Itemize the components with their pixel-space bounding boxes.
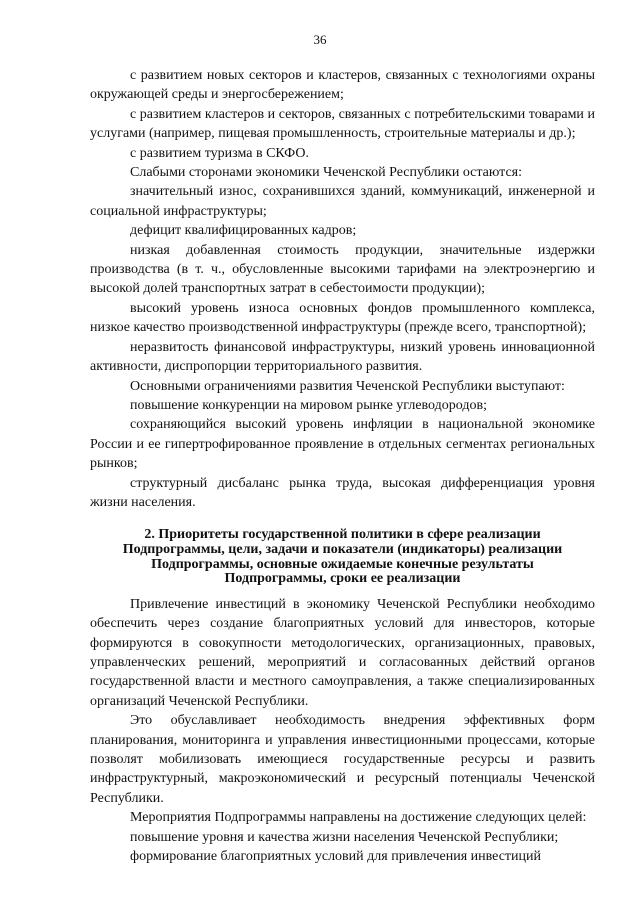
section-heading-line: 2. Приоритеты государственной политики в сфере реализации xyxy=(144,527,541,543)
section-heading-line: Подпрограммы, цели, задачи и показатели (индикаторы) реализации xyxy=(122,541,563,557)
section-heading-line: Подпрограммы, сроки ее реализации xyxy=(224,571,461,587)
paragraph: с развитием кластеров и секторов, связанных с потребительскими товарами и услугами (например, пищевая промышленность, строительные материалы и др.); xyxy=(90,106,595,142)
document-body xyxy=(90,66,595,866)
paragraph: повышение уровня и качества жизни населения Чеченской Республики; xyxy=(130,829,559,845)
paragraph: неразвитость финансовой инфраструктуры, низкий уровень инновационной активности, диспропорции территориального развития. xyxy=(90,339,595,375)
paragraph: структурный дисбаланс рынка труда, высокая дифференциация уровня жизни населения. xyxy=(90,475,595,510)
paragraph: повышение конкуренции на мировом рынке углеводородов; xyxy=(130,397,487,413)
paragraph: низкая добавленная стоимость продукции, значительные издержки производства (в т. ч., обусловленные высокими тарифами на электроэнергию и высокой долей транспортных затрат в себестоимости продукции); xyxy=(90,242,595,297)
paragraph: высокий уровень износа основных фондов промышленного комплекса, низкое качество производственной инфраструктуры (прежде всего, транспортной); xyxy=(90,300,595,336)
paragraph: с развитием новых секторов и кластеров, связанных с технологиями охраны окружающей среды и энергосбережением; xyxy=(90,68,595,103)
paragraph: Слабыми сторонами экономики Чеченской Республики остаются: xyxy=(130,165,523,181)
page-number: 36 xyxy=(313,32,327,47)
paragraph: Это обуславливает необходимость внедрения эффективных форм планирования, мониторинга и управления инвестиционными процессами, которые позволят мобилизовать имеющиеся государственные ресурсы и развить инфраструктурный, макроэкономический и ресурсный потенциалы Чеченской Республики. xyxy=(90,713,595,806)
section-heading-line: Подпрограммы, основные ожидаемые конечные результаты xyxy=(151,556,534,572)
paragraph: значительный износ, сохранившихся зданий, коммуникаций, инженерной и социальной инфраструктуры; xyxy=(90,184,595,219)
section-heading xyxy=(90,528,595,586)
paragraph: Мероприятия Подпрограммы направлены на достижение следующих целей: xyxy=(130,810,587,826)
paragraph: дефицит квалифицированных кадров; xyxy=(130,223,357,239)
paragraph: Основными ограничениями развития Чеченской Республики выступают: xyxy=(130,378,565,394)
paragraph: сохраняющийся высокий уровень инфляции в национальной экономике России и ее гипертрофированное проявление в отдельных сегментах региональных рынков; xyxy=(90,417,595,472)
paragraph: с развитием туризма в СКФО. xyxy=(130,145,309,161)
paragraph: формирование благоприятных условий для привлечения инвестиций xyxy=(130,849,542,864)
paragraph: Привлечение инвестиций в экономику Чеченской Республики необходимо обеспечить через создание благоприятных условий для инвесторов, которые формируются в совокупности методологических, организационных, правовых, управленческих решений, мероприятий и согласованных действий органов государственной власти и местного самоуправления, а также специализированных организаций Чеченской Республики. xyxy=(90,596,595,709)
